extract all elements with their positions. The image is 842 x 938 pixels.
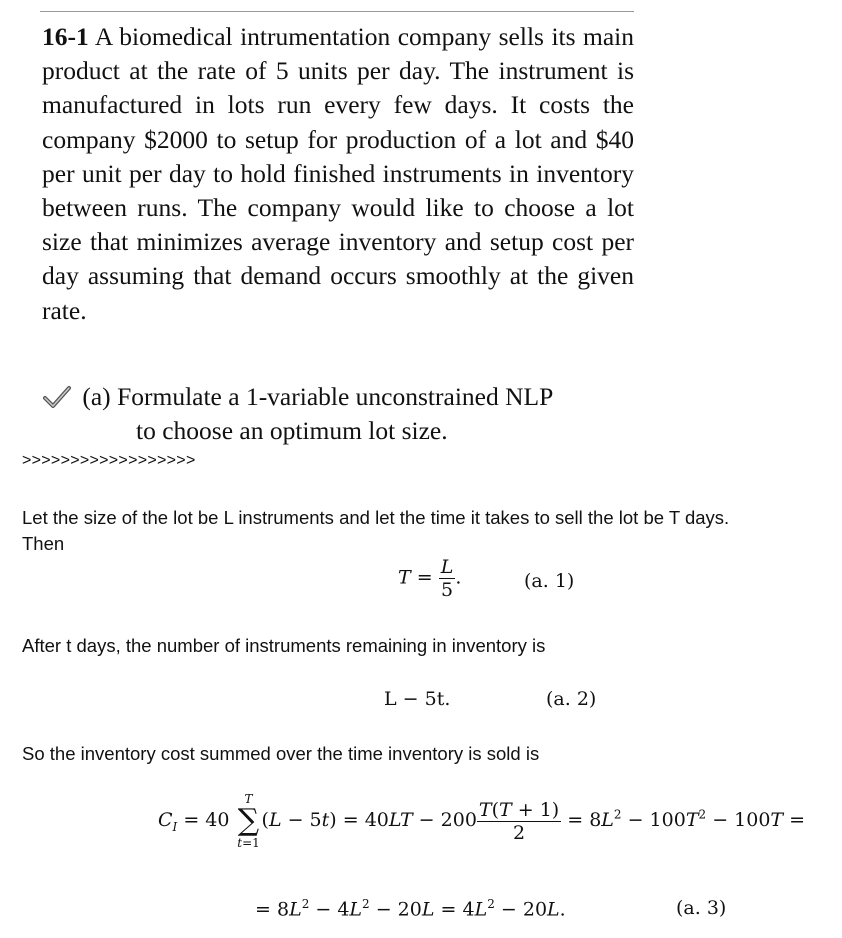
after-t-text: After t days, the number of instruments remaining in inventory is xyxy=(22,635,546,656)
equation-3-label: (a. 3) xyxy=(676,897,727,919)
equation-2: L − 5t. xyxy=(384,688,451,710)
checkmark-icon xyxy=(42,384,72,410)
problem-statement xyxy=(42,20,634,328)
equation-3-line2: = $8L^2 - 4L^2 - 20L = 4L^2 - 20L$. xyxy=(255,897,566,921)
intro-line2: Then xyxy=(22,533,65,554)
intro-line1: Let the size of the lot be L instruments and let the time it takes to sell the lot be T days. xyxy=(22,507,730,528)
problem-text: A biomedical intrumentation company sells its main product at the rate of 5 units per day. The instrument is manufactured in lots run every few days. It costs the company $2000 to setup for production of a lot and $40 per unit per day to hold finished instruments in inventory between runs. The company would like to choose a lot size that minimizes average inventory and setup cost per day assuming that demand occurs smoothly at the given rate. xyxy=(42,22,635,325)
part-a-label: (a) xyxy=(82,382,111,411)
solution-intro xyxy=(22,505,812,557)
inventory-text: So the inventory cost summed over the time inventory is sold is xyxy=(22,743,540,764)
equation-1-label: (a. 1) xyxy=(524,570,575,592)
separator: >>>>>>>>>>>>>>>>>> xyxy=(22,452,196,469)
part-a xyxy=(42,380,642,448)
part-a-line1: Formulate a 1-variable unconstrained NLP xyxy=(117,382,554,411)
top-rule xyxy=(40,11,634,12)
summation-symbol: T ∑ t=1 xyxy=(237,792,260,850)
part-a-line2: to choose an optimum lot size. xyxy=(136,416,448,445)
problem-number: 16-1 xyxy=(42,22,89,51)
equation-3-line1: $C_I = 40$ T ∑ t=1 (L − 5t) = 40LT − 200 $\frac{T(T + 1)}{2}$ = $8L^2 - 100T^2 - 100T$ = xyxy=(158,792,806,850)
equation-2-label: (a. 2) xyxy=(546,688,597,710)
equation-1: T = $\frac{L}{5}$ . xyxy=(398,556,462,601)
